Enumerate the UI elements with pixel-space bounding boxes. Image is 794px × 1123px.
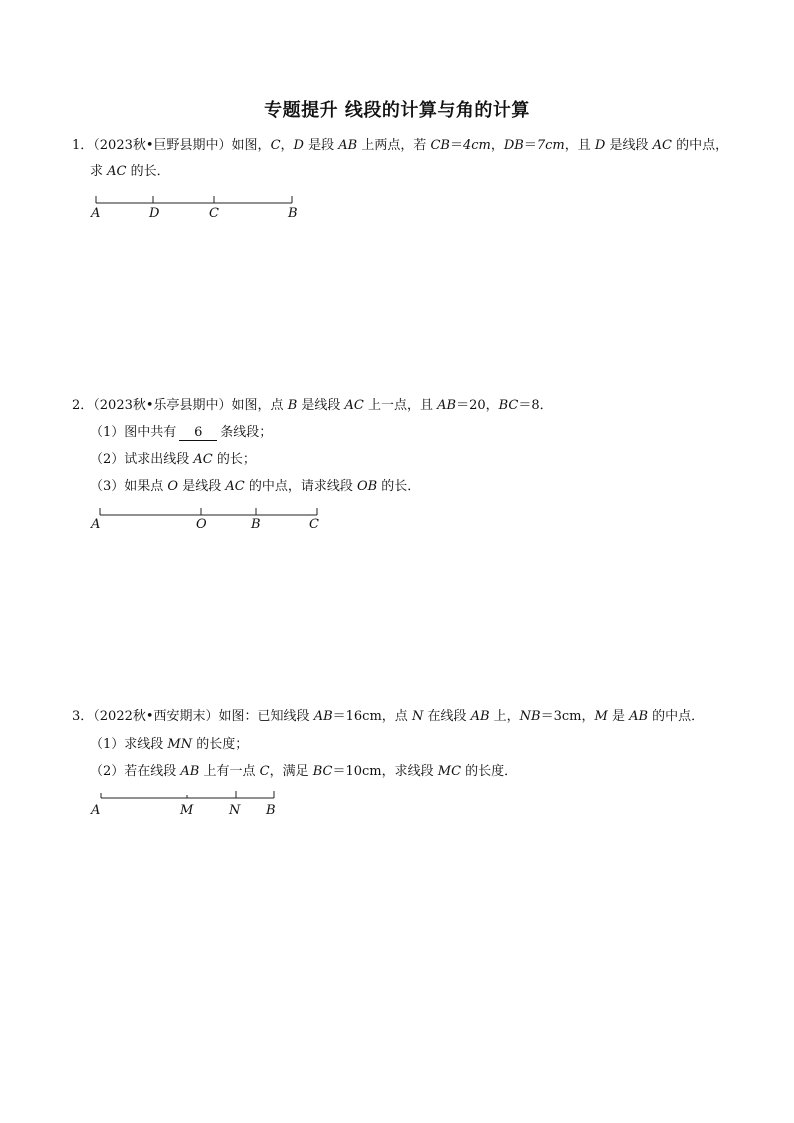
- question-source: （2023秋•乐亭县期中）: [93, 398, 232, 413]
- point-label-m: M: [180, 803, 194, 818]
- point-label-a: A: [91, 517, 101, 532]
- point-label-b: B: [266, 803, 276, 818]
- question-number: 2．: [72, 398, 94, 413]
- figure-2-segment: [88, 502, 328, 534]
- point-label-a: A: [91, 206, 101, 221]
- question-2-subquestion-2: （2）试求出线段 AC 的长；: [90, 452, 256, 467]
- question-source: （2022秋•西安期末）: [93, 709, 219, 724]
- question-1-line-1: 1．（2023秋•巨野县期中）如图，C，D 是段 AB 上两点，若 CB＝4cm，DB＝7cm，且 D 是线段 AC 的中点，: [72, 138, 729, 153]
- point-label-o: O: [196, 517, 207, 532]
- answer-blank: 6: [179, 426, 217, 441]
- point-label-c: C: [209, 206, 219, 221]
- point-label-a: A: [91, 803, 101, 818]
- question-2-subquestion-1: （1）图中共有 6 条线段；: [90, 425, 273, 440]
- page-title: 专题提升 线段的计算与角的计算: [264, 100, 530, 121]
- question-1-line-2: 求 AC 的长．: [90, 164, 170, 179]
- question-3-line-1: 3．（2022秋•西安期末）如图：已知线段 AB＝16cm，点 N 在线段 AB 上，NB＝3cm，M 是 AB 的中点．: [72, 709, 705, 724]
- point-label-d: D: [149, 206, 160, 221]
- figure-1-segment: [88, 190, 308, 222]
- question-source: （2023秋•巨野县期中）: [93, 138, 232, 153]
- question-2-line-1: 2．（2023秋•乐亭县期中）如图，点 B 是线段 AC 上一点，且 AB＝20，BC＝8．: [72, 398, 553, 413]
- question-number: 3．: [72, 709, 94, 724]
- point-label-c: C: [309, 517, 319, 532]
- question-2-subquestion-3: （3）如果点 O 是线段 AC 的中点，请求线段 OB 的长．: [90, 479, 421, 494]
- question-number: 1．: [72, 138, 94, 153]
- question-3-subquestion-1: （1）求线段 MN 的长度；: [90, 737, 249, 752]
- point-label-b: B: [288, 206, 298, 221]
- figure-3-segment: [88, 788, 288, 820]
- point-label-n: N: [229, 803, 241, 818]
- point-label-b: B: [251, 517, 261, 532]
- question-3-subquestion-2: （2）若在线段 AB 上有一点 C，满足 BC＝10cm，求线段 MC 的长度．: [90, 764, 518, 779]
